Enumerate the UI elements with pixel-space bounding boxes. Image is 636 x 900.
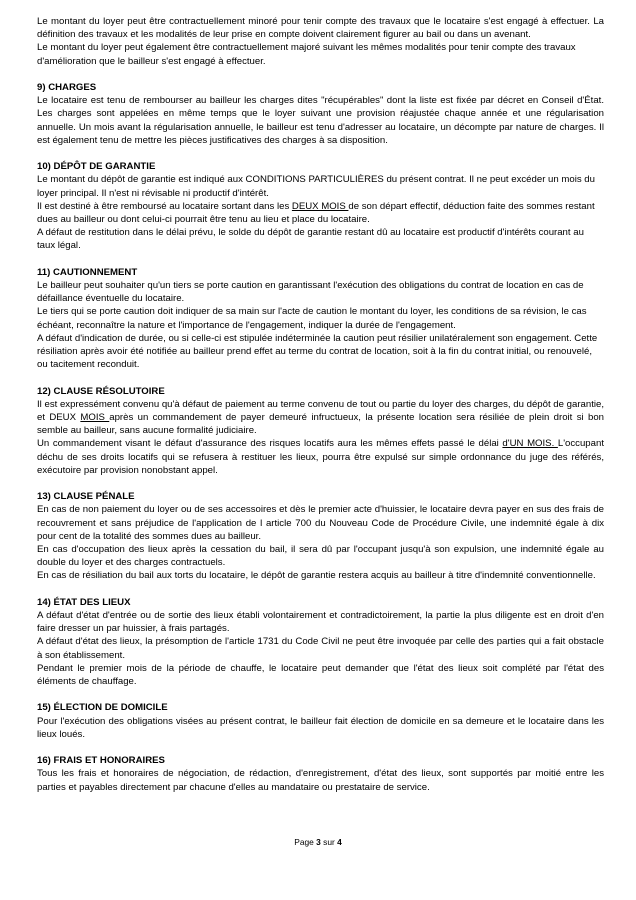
section-frais-honoraires [37,754,604,794]
paragraph-text: de son départ effectif, déduction faite des sommes restant dues au bailleur ou dont celui-ci pourrait être tenu au lieu et place du locataire. [37,200,595,226]
section-clause-penale-paragraph-1: En cas de non paiement du loyer ou de ses accessoires et dès le premier acte d'huissier, le locataire devra payer en sus des frais de recouvrement et sans préjudice de l'application de l article 700 du Nouveau Code de Procédure Civile, une indemnité égale à dix pour cent de la totalité des sommes dues au bailleur. [37,504,604,542]
paragraph-text: Il est expressément convenu qu'à défaut de paiement au terme convenu de tout ou partie du loyer des charges, du dépôt de garantie, et DEUX [37,398,604,424]
paragraph-text: Un commandement visant le défaut d'assurance des risques locatifs aura les mêmes effets passé le délai [37,438,503,450]
section-clause-penale [37,490,604,582]
section-depot-garantie-paragraph-2 [37,200,604,226]
section-etat-des-lieux [37,596,604,688]
section-cautionnement-paragraph-1: Le bailleur peut souhaiter qu'un tiers se porte caution en garantissant l'exécution des obligations du contrat de location en cas de défaillance éventuelle du locataire. [37,280,584,305]
page-of: sur [323,837,335,847]
section-depot-garantie-paragraph-3: A défaut de restitution dans le délai prévu, le solde du dépôt de garantie restant dû au locataire est productif d'intérêts courant au taux légal. [37,227,584,252]
section-cautionnement-title: 11) CAUTIONNEMENT [37,266,138,278]
page-current: 3 [316,837,321,847]
section-election-domicile [37,701,604,741]
section-election-domicile-title: 15) ÉLECTION DE DOMICILE [37,702,168,714]
intro-paragraph-2: Le montant du loyer peut également être contractuellement majoré suivant les mêmes modalités pour tenir compte des travaux d'amélioration que le bailleur s'est engagé à effectuer. [37,42,576,67]
paragraph-text: après un commandement de payer demeuré infructueux, la présente location sera résiliée de plein droit si bon semble au bailleur, sans aucune formalité judiciaire. [37,412,604,437]
section-etat-des-lieux-paragraph-3: Pendant le premier mois de la période de chauffe, le locataire peut demander que l'état des lieux soit complété par l'état des éléments de chauffage. [37,662,604,688]
intro-section [37,15,604,68]
section-cautionnement-paragraph-3: A défaut d'indication de durée, ou si celle-ci est stipulée indéterminée la caution peut résilier unilatéralement son engagement. Cette résiliation après avoir été notifiée au bailleur prend effet au terme du contrat de location, soit à la fin du contrat initial, ou renouvelé, ou tacitement reconduit. [37,332,598,371]
underlined-term: d'UN MOIS. [502,438,558,450]
section-clause-penale-paragraph-2: En cas d'occupation des lieux après la cessation du bail, il sera dû par l'occupant jusqu'à son expulsion, une indemnité égale au double du loyer et des charges contractuels. [37,544,604,569]
section-clause-resolutoire-paragraph-1 [37,398,604,438]
underlined-term: DEUX MOIS [291,200,349,212]
section-etat-des-lieux-paragraph-2: A défaut d'état des lieux, la présomption de l'article 1731 du Code Civil ne peut être invoquée par celle des parties qui a fait obstacle à son établissement. [37,636,604,661]
section-charges-title: 9) CHARGES [37,82,97,93]
section-etat-des-lieux-title: 14) ÉTAT DES LIEUX [37,596,131,608]
section-clause-resolutoire-title: 12) CLAUSE RÉSOLUTOIRE [37,385,165,397]
page-total: 4 [337,837,342,847]
section-clause-penale-title: 13) CLAUSE PÉNALE [37,491,135,503]
section-election-domicile-paragraph-1: Pour l'exécution des obligations visées au présent contrat, le bailleur fait élection de domicile en sa demeure et le locataire dans les lieux loués. [37,715,604,740]
page-word: Page [294,837,314,847]
paragraph-text: Il est destiné à être remboursé au locataire sortant dans les [37,200,292,212]
section-depot-garantie-paragraph-1: Le montant du dépôt de garantie est indiqué aux CONDITIONS PARTICULIÈRES du présent contrat. Il ne peut excéder un mois du loyer principal. Il n'est ni révisable ni productif d'intérêt. [37,174,595,199]
section-frais-honoraires-title: 16) FRAIS ET HONORAIRES [37,755,165,767]
section-depot-garantie [37,160,604,252]
underlined-term: MOIS [80,412,110,424]
section-clause-resolutoire-paragraph-2 [37,437,604,477]
section-cautionnement [37,266,604,372]
paragraph-text: L'occupant déchu de ses droits locatifs qui se refusera à restituer les lieux, pourra être expulsé sur simple ordonnance du juge des référés, exécutoire par provision nonobstant appel. [37,438,604,476]
page-number-footer [0,837,636,847]
intro-paragraph-1: Le montant du loyer peut être contractuellement minoré pour tenir compte des travaux que le locataire s'est engagé à effectuer. La définition des travaux et les modalités de leur prise en compte doivent clairement figurer au bail ou dans un avenant. [37,16,604,41]
section-frais-honoraires-paragraph-1: Tous les frais et honoraires de négociation, de rédaction, d'enregistrement, d'état des lieux, sont supportés par moitié entre les parties et payables directement par chacune d'elles au mandataire ou prestataire de service. [37,768,604,793]
section-charges [37,81,604,147]
section-cautionnement-paragraph-2: Le tiers qui se porte caution doit indiquer de sa main sur l'acte de caution le montant du loyer, les conditions de sa révision, le cas échéant, reconnaître la nature et l'importance de l'engagement, indiquer la durée de l'engagement. [37,306,587,331]
section-charges-paragraph-1: Le locataire est tenu de rembourser au bailleur les charges dites "récupérables" dont la liste est fixée par décret en Conseil d'État. Les charges sont appelées en même temps que le loyer suivant une provision réajustée chaque année et une régularisation annuelle. Un mois avant la régularisation annuelle, le bailleur est tenu d'adresser au locataire, un décompte par nature de charges. Il est également tenu de mettre les pièces justificatives des charges à sa disposition. [37,95,604,146]
section-etat-des-lieux-paragraph-1: A défaut d'état d'entrée ou de sortie des lieux établi volontairement et contradictoirement, la partie la plus diligente est en droit d'en faire dresser un par huissier, à frais partagés. [37,610,604,635]
section-clause-penale-paragraph-3: En cas de résiliation du bail aux torts du locataire, le dépôt de garantie restera acquis au bailleur à titre d'indemnité conventionnelle. [37,570,596,582]
section-clause-resolutoire [37,385,604,477]
section-depot-garantie-title: 10) DÉPÔT DE GARANTIE [37,161,156,173]
